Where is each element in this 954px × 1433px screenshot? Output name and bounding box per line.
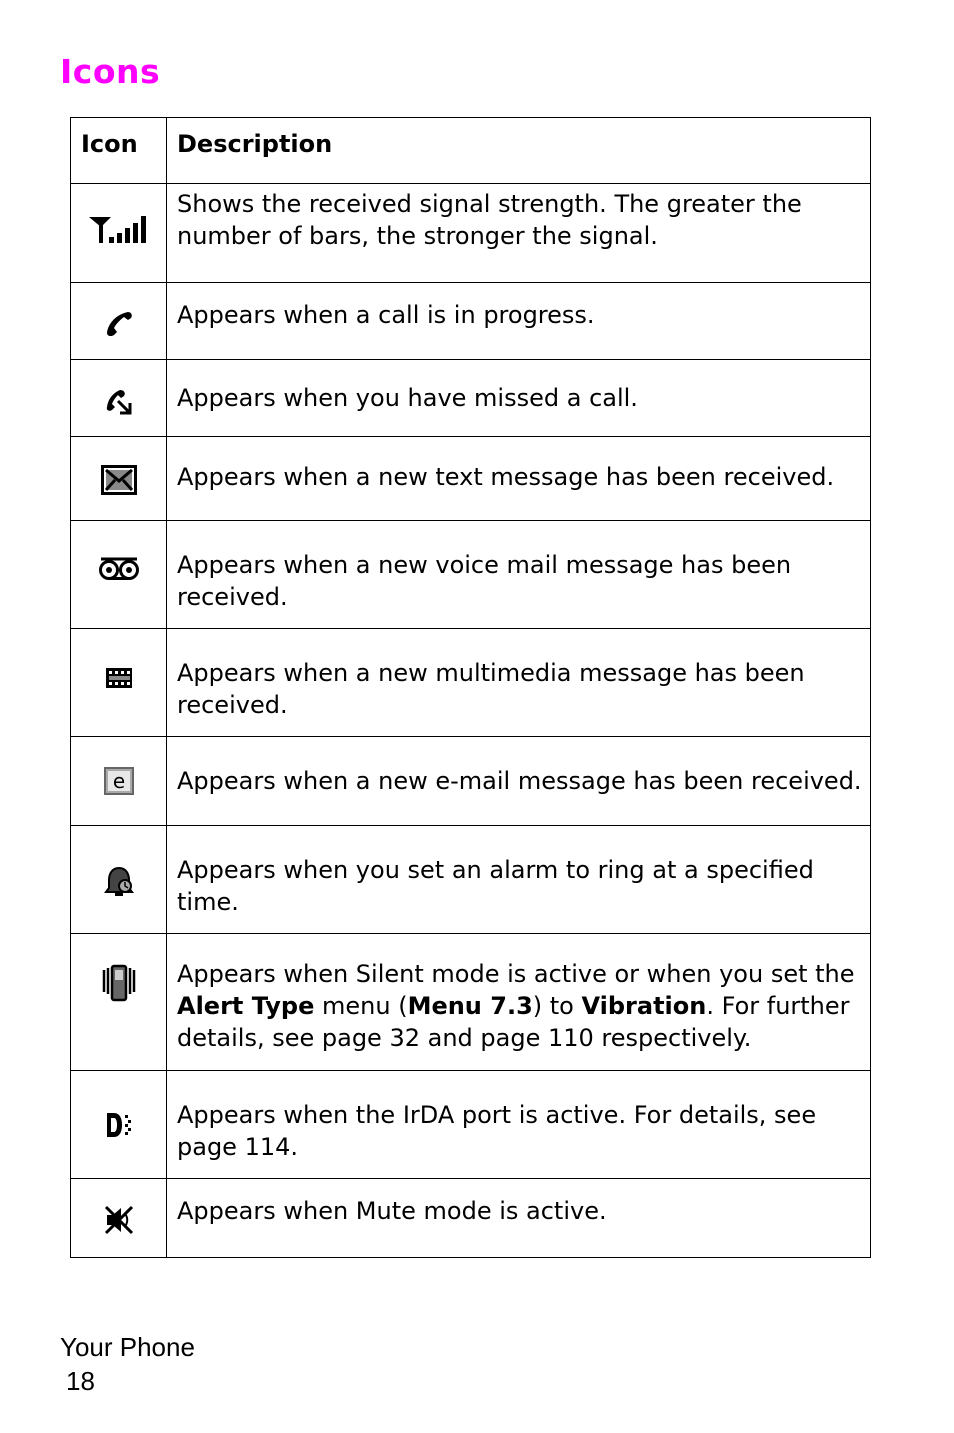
description-text: Appears when a new multimedia message has been received.	[177, 659, 805, 719]
icon-cell	[71, 934, 167, 1071]
description-cell	[167, 360, 871, 437]
description-text: Appears when the IrDA port is active. For details, see page 114.	[177, 1101, 817, 1161]
call-in-progress-icon	[104, 309, 134, 339]
icon-cell	[71, 283, 167, 360]
signal-strength-icon	[87, 211, 151, 245]
mute-icon	[103, 1204, 135, 1236]
description-cell	[167, 521, 871, 629]
icon-cell	[71, 521, 167, 629]
footer-section-title: Your Phone	[60, 1332, 195, 1362]
email-message-icon	[104, 767, 134, 795]
table-row	[71, 826, 871, 934]
table-row	[71, 1071, 871, 1179]
description-cell	[167, 1179, 871, 1258]
table-row	[71, 934, 871, 1071]
voice-mail-icon	[97, 556, 141, 582]
icon-cell	[71, 1179, 167, 1258]
irda-icon	[105, 1109, 133, 1141]
icon-cell	[71, 826, 167, 934]
description-cell	[167, 437, 871, 521]
description-column-header: Description	[167, 118, 871, 184]
description-cell	[167, 1071, 871, 1179]
table-row	[71, 737, 871, 826]
text-message-icon	[101, 465, 137, 495]
table-row	[71, 360, 871, 437]
menu-number-term: Menu 7.3	[407, 992, 533, 1020]
desc-text-part: . For further details, see page 32 and page 110 respectively.	[177, 992, 850, 1052]
description-cell	[167, 629, 871, 737]
description-text: Shows the received signal strength. The greater the number of bars, the stronger the signal.	[177, 190, 802, 250]
description-text: Appears when a new e-mail message has been received.	[177, 767, 862, 795]
icon-cell	[71, 184, 167, 283]
table-row	[71, 184, 871, 283]
table-row	[71, 521, 871, 629]
page-title: Icons	[60, 52, 161, 91]
multimedia-message-icon	[105, 667, 133, 689]
description-cell	[167, 934, 871, 1071]
table-header-row	[71, 118, 871, 184]
icons-table	[70, 117, 871, 1258]
icon-cell	[71, 737, 167, 826]
table-row	[71, 283, 871, 360]
description-cell	[167, 826, 871, 934]
missed-call-icon	[104, 387, 134, 417]
description-text	[177, 934, 862, 1054]
description-text: Appears when Mute mode is active.	[177, 1197, 607, 1225]
icon-cell	[71, 1071, 167, 1179]
desc-text-part: menu (	[314, 992, 408, 1020]
footer-page-number: 18	[66, 1366, 95, 1396]
description-text: Appears when a new text message has been received.	[177, 463, 835, 491]
table-row	[71, 437, 871, 521]
alarm-icon	[104, 866, 134, 898]
description-cell	[167, 283, 871, 360]
desc-text-part: ) to	[532, 992, 582, 1020]
icon-cell	[71, 360, 167, 437]
desc-text-part: Appears when Silent mode is active or when you set the	[177, 960, 855, 988]
vibration-term: Vibration	[581, 992, 707, 1020]
description-cell	[167, 737, 871, 826]
table-row	[71, 629, 871, 737]
description-text: Appears when you have missed a call.	[177, 384, 638, 412]
description-text: Appears when a new voice mail message has been received.	[177, 551, 792, 611]
icon-cell	[71, 629, 167, 737]
vibration-icon	[102, 964, 136, 1002]
table-row	[71, 1179, 871, 1258]
description-cell	[167, 184, 871, 283]
alert-type-term: Alert Type	[177, 992, 315, 1020]
description-text: Appears when a call is in progress.	[177, 301, 595, 329]
icon-column-header: Icon	[71, 118, 167, 184]
svg-text:e: e	[112, 769, 125, 793]
icon-cell	[71, 437, 167, 521]
description-text: Appears when you set an alarm to ring at a specified time.	[177, 856, 814, 916]
